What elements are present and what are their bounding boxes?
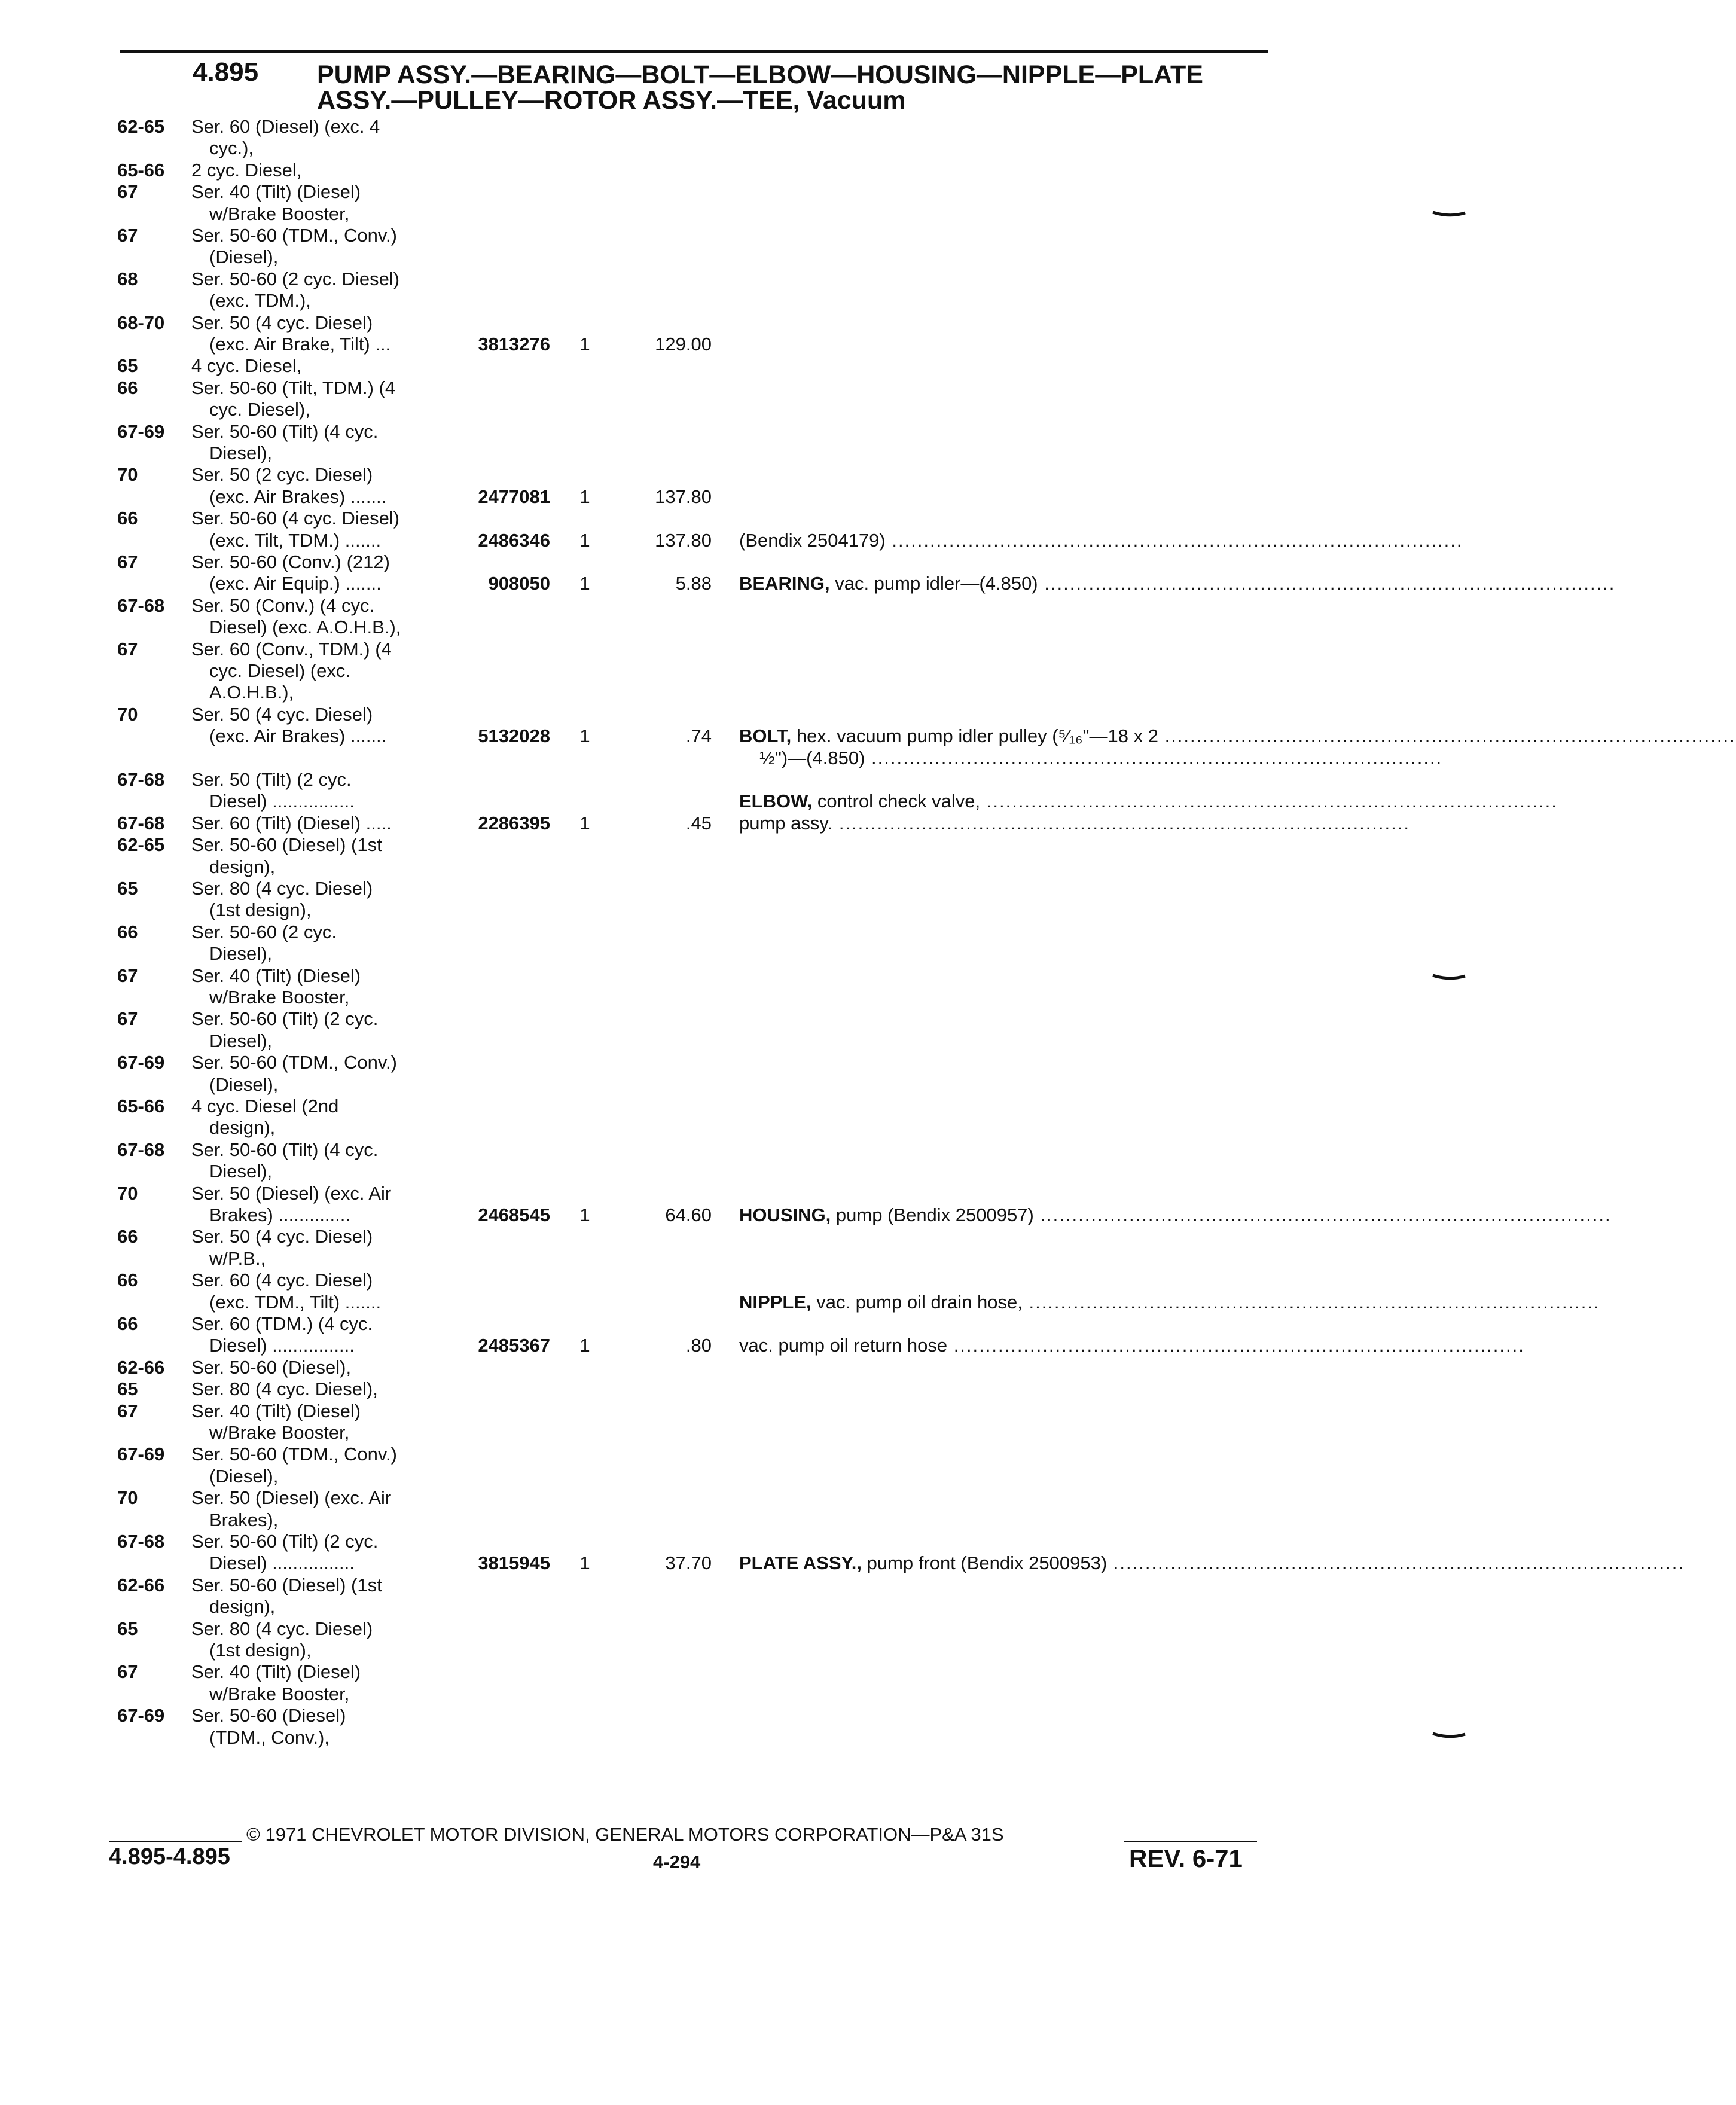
row-description: Ser. 50-60 (Tilt, TDM.) (4 [191,377,396,398]
row-year: 67-68 [117,595,165,616]
row-year: 65 [117,355,138,376]
row-description: (TDM., Conv.), [209,1727,329,1748]
row-description: (exc. Air Brakes) ....... [209,725,387,746]
row-price: 137.80 [655,530,712,551]
row-year: 65-66 [117,160,165,181]
leader-dots: .......................................................................................... [1107,1552,1685,1573]
row-year: 70 [117,1487,138,1508]
row-description: Ser. 50-60 (2 cyc. [191,922,337,942]
header-rule [120,50,1268,53]
row-description: 4 cyc. Diesel (2nd [191,1096,339,1116]
row-quantity: 1 [579,334,590,355]
row-description: Ser. 50-60 (TDM., Conv.) [191,1444,397,1465]
leader-dots: .......................................................................................... [1022,1292,1600,1313]
row-description: (1st design), [209,899,312,920]
row-description: Diesel) ................ [209,791,355,812]
row-year: 67-69 [117,1705,165,1726]
row-description: Ser. 40 (Tilt) (Diesel) [191,181,361,202]
part-name-detail: vac. pump oil return hose [739,1335,948,1356]
row-description: Ser. 80 (4 cyc. Diesel) [191,1618,373,1639]
row-part-number: 2468545 [478,1204,550,1225]
row-description: Diesel), [209,1030,273,1051]
row-description: Ser. 50-60 (TDM., Conv.) [191,1052,397,1073]
row-year: 67 [117,1661,138,1682]
section-title-line-2: ASSY.—PULLEY—ROTOR ASSY.—TEE, Vacuum [317,86,906,115]
row-year: 67 [117,1008,138,1029]
row-price: 37.70 [665,1552,712,1573]
leader-dots: .......................................................................................... [865,748,1443,768]
part-name-detail: (Bendix 2504179) [739,530,886,551]
row-year: 67-69 [117,421,165,442]
footer-copyright: © 1971 CHEVROLET MOTOR DIVISION, GENERAL MOTORS CORPORATION—P&A 31S [246,1824,1004,1845]
footer-page-number: 4-294 [653,1851,701,1872]
part-name-keyword: BEARING, [739,573,830,594]
row-part-name [739,530,1463,551]
part-name-detail: hex. vacuum pump idler pulley (⁵⁄₁₆"—18 x 2 [796,725,1158,746]
binder-mark [1432,1732,1466,1739]
row-description: Ser. 50-60 (4 cyc. Diesel) [191,508,400,529]
row-description: Ser. 50-60 (Tilt) (2 cyc. [191,1531,379,1552]
part-name-keyword: ELBOW, [739,791,813,812]
row-year: 66 [117,508,138,529]
row-description: (exc. Tilt, TDM.) ....... [209,530,382,551]
leader-dots: .......................................................................................... [1158,725,1736,746]
row-quantity: 1 [579,1204,590,1225]
row-description: (Diesel), [209,1466,279,1487]
row-description: Diesel) ................ [209,1335,355,1356]
row-description: Ser. 50-60 (Tilt) (4 cyc. [191,421,379,442]
binder-mark [1432,974,1466,981]
row-description: Ser. 50-60 (Diesel) [191,1705,346,1726]
leader-dots: .......................................................................................... [832,813,1410,834]
row-year: 65 [117,1378,138,1399]
row-description: (Diesel), [209,246,279,267]
row-description: Ser. 50 (Diesel) (exc. Air [191,1183,392,1204]
row-year: 68 [117,269,138,289]
row-description: Ser. 60 (Tilt) (Diesel) ..... [191,813,392,834]
row-quantity: 1 [579,725,590,746]
row-quantity: 1 [579,813,590,834]
row-year: 70 [117,1183,138,1204]
row-description: (exc. TDM.), [209,290,311,311]
row-price: 129.00 [655,334,712,355]
row-quantity: 1 [579,486,590,507]
row-year: 67 [117,551,138,572]
row-price: 64.60 [665,1204,712,1225]
row-year: 62-65 [117,116,165,137]
footer-revision: REV. 6-71 [1129,1844,1243,1872]
row-description: cyc. Diesel) (exc. [209,660,350,681]
row-description: Ser. 80 (4 cyc. Diesel) [191,878,373,899]
row-year: 67 [117,639,138,660]
row-year: 70 [117,704,138,725]
row-description: Brakes) .............. [209,1204,350,1225]
row-description: Diesel) (exc. A.O.H.B.), [209,617,401,637]
row-year: 66 [117,1226,138,1247]
part-name-keyword: BOLT, [739,725,792,746]
row-year: 67 [117,181,138,202]
row-description: Diesel), [209,1161,273,1182]
row-part-name [739,791,1558,812]
row-year: 65 [117,1618,138,1639]
row-part-number: 3815945 [478,1552,550,1573]
part-name-detail: pump assy. [739,813,833,834]
row-year: 66 [117,377,138,398]
row-quantity: 1 [579,573,590,594]
row-year: 65-66 [117,1096,165,1116]
leader-dots: .......................................................................................... [980,791,1558,812]
row-year: 67 [117,965,138,986]
row-description: Ser. 80 (4 cyc. Diesel), [191,1378,378,1399]
footer-rule-right [1124,1841,1257,1842]
row-description: (exc. Air Equip.) ....... [209,573,382,594]
row-price: .74 [685,725,712,746]
row-description: (1st design), [209,1640,312,1661]
row-description: 2 cyc. Diesel, [191,160,302,181]
row-description: A.O.H.B.), [209,682,294,703]
row-description: Ser. 60 (Diesel) (exc. 4 [191,116,380,137]
row-description: cyc.), [209,138,254,158]
part-name-detail: pump (Bendix 2500957) [835,1204,1034,1225]
row-part-name [739,1552,1685,1574]
row-description: Diesel) ................ [209,1552,355,1573]
row-description: design), [209,1596,276,1617]
leader-dots: .......................................................................................... [885,530,1463,551]
row-part-number: 3813276 [478,334,550,355]
row-description: Ser. 40 (Tilt) (Diesel) [191,1401,361,1421]
row-description: (exc. Air Brakes) ....... [209,486,387,507]
row-description: Ser. 50 (4 cyc. Diesel) [191,312,373,333]
row-year: 70 [117,464,138,485]
row-year: 66 [117,1313,138,1334]
leader-dots: .......................................................................................... [1038,573,1616,594]
part-name-detail: ½")—(4.850) [759,748,865,768]
row-description: Ser. 50-60 (Diesel) (1st [191,1575,382,1595]
footer-section-range: 4.895-4.895 [109,1844,230,1869]
row-description: Ser. 40 (Tilt) (Diesel) [191,1661,361,1682]
binder-mark [1432,210,1466,218]
row-part-number: 2486346 [478,530,550,551]
part-name-keyword: PLATE ASSY., [739,1552,862,1573]
row-year: 67 [117,1401,138,1421]
row-description: design), [209,1117,276,1138]
row-price: .80 [685,1335,712,1356]
row-description: Ser. 50-60 (Tilt) (4 cyc. [191,1139,379,1160]
section-title [317,62,1203,114]
row-description: Brakes), [209,1509,279,1530]
row-description: Ser. 50-60 (Tilt) (2 cyc. [191,1008,379,1029]
row-year: 67-68 [117,1531,165,1552]
row-description: Ser. 60 (Conv., TDM.) (4 [191,639,392,660]
row-description: Ser. 50 (2 cyc. Diesel) [191,464,373,485]
row-description: w/Brake Booster, [209,1422,350,1443]
row-description: Ser. 50-60 (Diesel) (1st [191,834,382,855]
row-description: Ser. 50 (4 cyc. Diesel) [191,704,373,725]
row-quantity: 1 [579,1335,590,1356]
row-description: w/Brake Booster, [209,1683,350,1704]
row-quantity: 1 [579,530,590,551]
row-part-number: 908050 [488,573,550,594]
row-year: 67-68 [117,1139,165,1160]
part-name-detail: pump front (Bendix 2500953) [867,1552,1107,1573]
row-part-name [739,813,1410,834]
row-description: w/P.B., [209,1248,266,1269]
part-name-keyword: HOUSING, [739,1204,831,1225]
row-part-name [739,725,1736,747]
row-year: 67-68 [117,769,165,790]
row-part-number: 2286395 [478,813,550,834]
row-description: Ser. 50 (Tilt) (2 cyc. [191,769,352,790]
row-year: 65 [117,878,138,899]
row-description: Ser. 50-60 (Diesel), [191,1357,352,1378]
row-year: 67-69 [117,1052,165,1073]
row-year: 68-70 [117,312,165,333]
row-description: Diesel), [209,443,273,463]
row-description: Ser. 60 (4 cyc. Diesel) [191,1270,373,1291]
leader-dots: .......................................................................................... [947,1335,1525,1356]
row-description: Diesel), [209,943,273,964]
part-name-detail: control check valve, [817,791,981,812]
row-year: 67 [117,225,138,246]
row-description: Ser. 50 (Diesel) (exc. Air [191,1487,392,1508]
row-year: 67-68 [117,813,165,834]
row-description: Ser. 50-60 (2 cyc. Diesel) [191,269,400,289]
row-description: Ser. 50 (Conv.) (4 cyc. [191,595,375,616]
row-part-name [739,1204,1612,1226]
row-price: .45 [685,813,712,834]
row-description: Ser. 60 (TDM.) (4 cyc. [191,1313,373,1334]
row-year: 66 [117,1270,138,1291]
row-description: w/Brake Booster, [209,203,350,224]
row-year: 67-69 [117,1444,165,1465]
row-description: (exc. TDM., Tilt) ....... [209,1292,382,1313]
row-quantity: 1 [579,1552,590,1573]
footer-rule-left [109,1841,242,1842]
row-part-number: 5132028 [478,725,550,746]
row-description: cyc. Diesel), [209,399,310,420]
row-year: 62-66 [117,1575,165,1595]
row-part-name [739,1335,1525,1356]
part-name-detail: vac. pump oil drain hose, [816,1292,1023,1313]
section-number: 4.895 [193,57,259,87]
row-description: (Diesel), [209,1074,279,1095]
row-part-name [739,1292,1600,1313]
row-description: Ser. 50-60 (Conv.) (212) [191,551,390,572]
row-description: Ser. 50-60 (TDM., Conv.) [191,225,397,246]
row-part-name [759,748,1443,769]
section-title-line-1: PUMP ASSY.—BEARING—BOLT—ELBOW—HOUSING—NIPPLE—PLATE [317,60,1203,89]
row-description: Ser. 40 (Tilt) (Diesel) [191,965,361,986]
row-description: 4 cyc. Diesel, [191,355,302,376]
row-part-number: 2485367 [478,1335,550,1356]
row-year: 62-66 [117,1357,165,1378]
leader-dots: .......................................................................................... [1033,1204,1612,1225]
part-name-keyword: NIPPLE, [739,1292,811,1313]
row-part-number: 2477081 [478,486,550,507]
row-description: (exc. Air Brake, Tilt) ... [209,334,391,355]
row-description: w/Brake Booster, [209,987,350,1008]
row-price: 5.88 [675,573,712,594]
row-description: design), [209,856,276,877]
row-price: 137.80 [655,486,712,507]
row-year: 66 [117,922,138,942]
part-name-detail: vac. pump idler—(4.850) [835,573,1038,594]
row-part-name [739,573,1616,594]
row-description: Ser. 50 (4 cyc. Diesel) [191,1226,373,1247]
row-year: 62-65 [117,834,165,855]
